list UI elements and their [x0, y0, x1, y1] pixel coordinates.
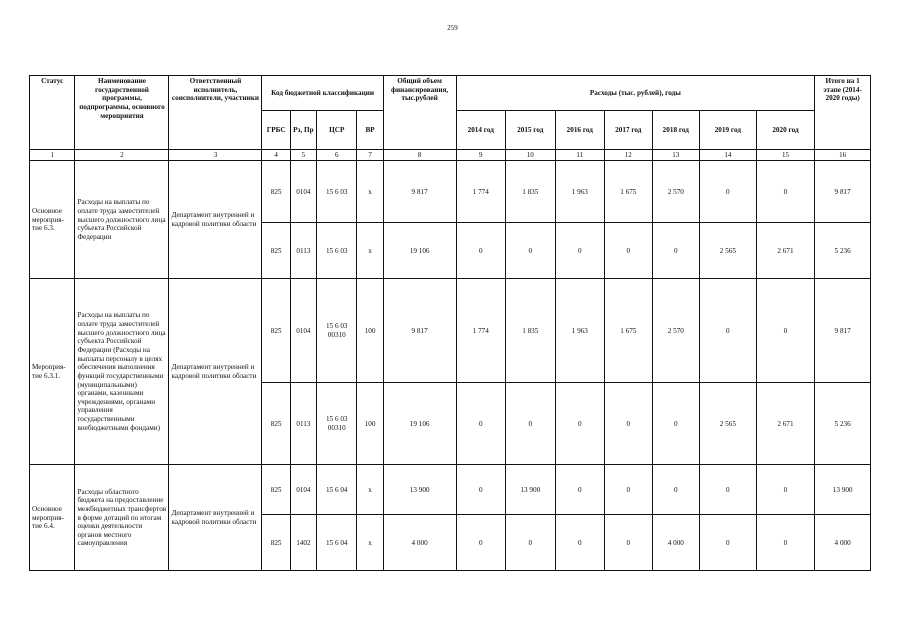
cell-grbs: 825: [262, 161, 290, 223]
cell-2016: 0: [555, 465, 605, 515]
cell-total: 4 000: [383, 515, 456, 571]
cell-2018: 0: [652, 223, 700, 279]
cell-2014: 0: [456, 383, 506, 465]
header-year: 2019 год: [700, 111, 757, 150]
cell-csr: 15 6 03: [317, 223, 357, 279]
cell-2016: 1 963: [555, 279, 605, 383]
cell-csr: 15 6 03: [317, 161, 357, 223]
row-name: Расходы на выплаты по оплате труда заместителей высшего должностного лица субъекта Российской Федерации (Расходы на выплаты персоналу в целях обеспечения выполнения функций государственными (муниципальными) органами, казенными учреждениями, органами управления государственными внебюджетными фондами): [75, 279, 169, 465]
column-number: 6: [317, 150, 357, 161]
cell-2016: 0: [555, 383, 605, 465]
cell-vr: х: [357, 515, 383, 571]
cell-total: 19 106: [383, 383, 456, 465]
header-grbs: ГРБС: [262, 111, 290, 150]
cell-stage-total: 4 000: [815, 515, 871, 571]
cell-2018: 2 570: [652, 161, 700, 223]
cell-total: 19 106: [383, 223, 456, 279]
cell-2014: 0: [456, 223, 506, 279]
cell-2020: 2 671: [756, 223, 815, 279]
cell-2017: 0: [605, 465, 653, 515]
row-responsible: Департамент внутренней и кадровой политики области: [169, 279, 262, 465]
row-status: Мероприя-тие 6.3.1.: [30, 279, 75, 465]
cell-2020: 0: [756, 279, 815, 383]
cell-rzpr: 0104: [290, 279, 316, 383]
row-name: Расходы на выплаты по оплате труда заместителей высшего должностного лица субъекта Российской Федерации: [75, 161, 169, 279]
cell-2014: 0: [456, 515, 506, 571]
cell-2019: 0: [700, 515, 757, 571]
cell-csr: 15 6 03 00310: [317, 383, 357, 465]
header-responsible: Ответственный исполнитель, соисполнители, участники: [169, 76, 262, 150]
cell-2020: 0: [756, 515, 815, 571]
cell-2020: 0: [756, 161, 815, 223]
cell-2016: 1 963: [555, 161, 605, 223]
column-number: 16: [815, 150, 871, 161]
row-name: Расходы областного бюджета на предоставление межбюджетных трансфертов в форме дотаций по итогам оценки деятельности органов местного самоуправления: [75, 465, 169, 571]
column-number: 10: [506, 150, 556, 161]
column-number-row: [30, 150, 871, 161]
cell-grbs: 825: [262, 465, 290, 515]
header-year: 2016 год: [555, 111, 605, 150]
cell-rzpr: 0104: [290, 161, 316, 223]
cell-grbs: 825: [262, 383, 290, 465]
cell-2015: 1 835: [506, 279, 556, 383]
cell-2020: 0: [756, 465, 815, 515]
cell-rzpr: 0104: [290, 465, 316, 515]
row-status: Основное мероприя-тие 6.3.: [30, 161, 75, 279]
header-budget-code: Код бюджетной классификации: [262, 76, 383, 111]
cell-grbs: 825: [262, 223, 290, 279]
header-stage-total: Итого на 1 этапе (2014-2020 годы): [815, 76, 871, 150]
cell-2015: 1 835: [506, 161, 556, 223]
header-year: 2015 год: [506, 111, 556, 150]
header-year: 2017 год: [605, 111, 653, 150]
cell-vr: х: [357, 161, 383, 223]
column-number: 3: [169, 150, 262, 161]
cell-rzpr: 1402: [290, 515, 316, 571]
cell-stage-total: 9 817: [815, 161, 871, 223]
header-year: 2018 год: [652, 111, 700, 150]
header-total: Общий объем финансирования, тыс.рублей: [383, 76, 456, 150]
cell-grbs: 825: [262, 515, 290, 571]
cell-2018: 4 000: [652, 515, 700, 571]
cell-stage-total: 13 900: [815, 465, 871, 515]
header-expenses: Расходы (тыс. рублей), годы: [456, 76, 815, 111]
cell-2015: 13 900: [506, 465, 556, 515]
cell-csr: 15 6 03 00310: [317, 279, 357, 383]
cell-total: 13 900: [383, 465, 456, 515]
cell-2015: 0: [506, 383, 556, 465]
header-rzpr: Рз, Пр: [290, 111, 316, 150]
cell-total: 9 817: [383, 279, 456, 383]
cell-2017: 1 675: [605, 161, 653, 223]
column-number: 1: [30, 150, 75, 161]
cell-2020: 2 671: [756, 383, 815, 465]
cell-2017: 0: [605, 383, 653, 465]
header-status: Статус: [30, 76, 75, 150]
cell-2019: 0: [700, 465, 757, 515]
row-responsible: Департамент внутренней и кадровой политики области: [169, 161, 262, 279]
cell-stage-total: 5 236: [815, 223, 871, 279]
cell-2014: 0: [456, 465, 506, 515]
cell-2016: 0: [555, 223, 605, 279]
cell-total: 9 817: [383, 161, 456, 223]
column-number: 7: [357, 150, 383, 161]
cell-2015: 0: [506, 515, 556, 571]
cell-2019: 0: [700, 161, 757, 223]
cell-2017: 0: [605, 515, 653, 571]
header-vr: ВР: [357, 111, 383, 150]
column-number: 13: [652, 150, 700, 161]
column-number: 12: [605, 150, 653, 161]
header-year: 2014 год: [456, 111, 506, 150]
table-row: [30, 279, 871, 383]
header-year: 2020 год: [756, 111, 815, 150]
cell-vr: 100: [357, 279, 383, 383]
cell-2014: 1 774: [456, 279, 506, 383]
cell-2019: 0: [700, 279, 757, 383]
column-number: 15: [756, 150, 815, 161]
cell-2014: 1 774: [456, 161, 506, 223]
cell-vr: 100: [357, 383, 383, 465]
cell-2019: 2 565: [700, 223, 757, 279]
cell-2017: 1 675: [605, 279, 653, 383]
column-number: 9: [456, 150, 506, 161]
header-csr: ЦСР: [317, 111, 357, 150]
cell-2015: 0: [506, 223, 556, 279]
row-status: Основное мероприя-тие 6.4.: [30, 465, 75, 571]
cell-2018: 0: [652, 465, 700, 515]
cell-2018: 0: [652, 383, 700, 465]
cell-2016: 0: [555, 515, 605, 571]
cell-vr: х: [357, 223, 383, 279]
cell-csr: 15 6 04: [317, 465, 357, 515]
cell-csr: 15 6 04: [317, 515, 357, 571]
cell-stage-total: 9 817: [815, 279, 871, 383]
table-row: [30, 465, 871, 515]
page-number: 259: [447, 24, 458, 32]
cell-grbs: 825: [262, 279, 290, 383]
cell-2018: 2 570: [652, 279, 700, 383]
table-row: [30, 161, 871, 223]
row-responsible: Департамент внутренней и кадровой политики области: [169, 465, 262, 571]
cell-2019: 2 565: [700, 383, 757, 465]
header-name: Наименование государственной программы, подпрограммы, основного мероприятия: [75, 76, 169, 150]
cell-vr: х: [357, 465, 383, 515]
column-number: 14: [700, 150, 757, 161]
cell-stage-total: 5 236: [815, 383, 871, 465]
column-number: 11: [555, 150, 605, 161]
budget-table: [29, 75, 871, 571]
column-number: 8: [383, 150, 456, 161]
cell-2017: 0: [605, 223, 653, 279]
column-number: 4: [262, 150, 290, 161]
column-number: 2: [75, 150, 169, 161]
cell-rzpr: 0113: [290, 383, 316, 465]
column-number: 5: [290, 150, 316, 161]
cell-rzpr: 0113: [290, 223, 316, 279]
